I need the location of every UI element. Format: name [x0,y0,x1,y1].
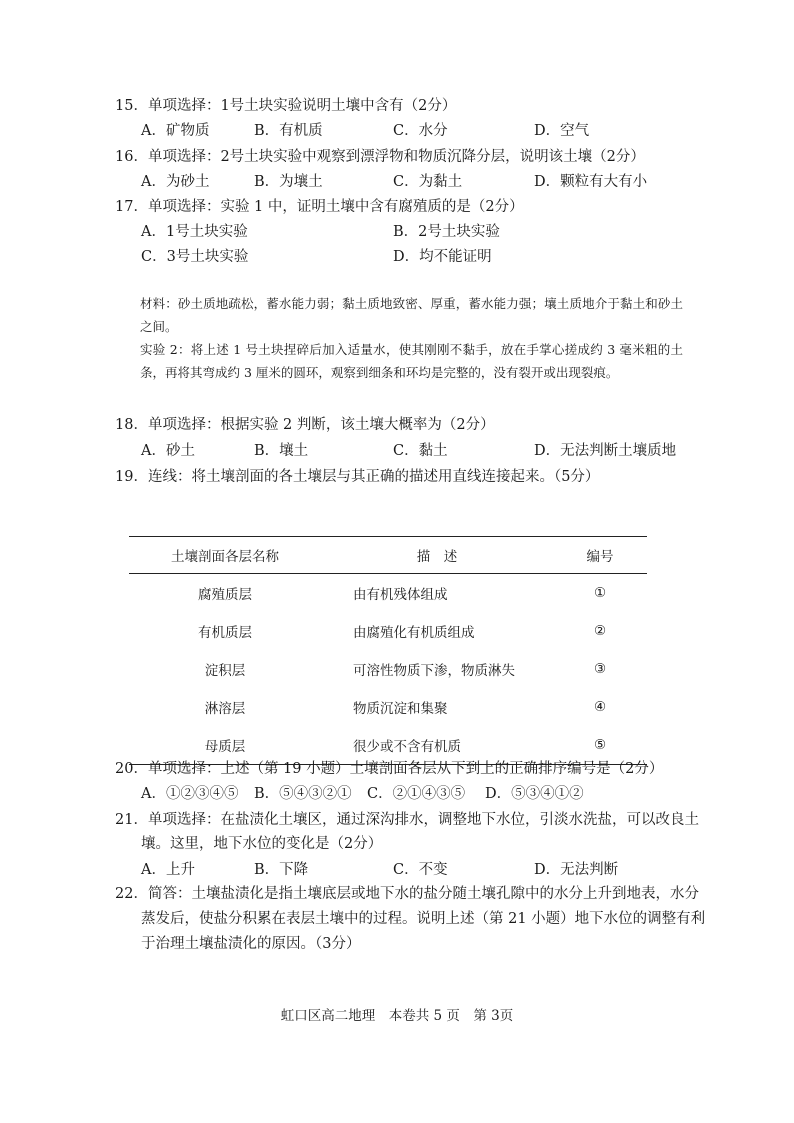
q21-option-d: D．无法判断 [534,862,619,878]
layer-description: 由有机残体组成 [353,587,448,603]
table-row [129,612,647,650]
q18-option-c: C．黏土 [393,443,448,459]
q16-option-b: B．为壤土 [254,174,323,190]
q22-stem-line3: 于治理土壤盐渍化的原因。（3分） [141,936,361,952]
layer-description: 物质沉淀和集聚 [353,701,448,717]
layer-number: ④ [593,699,607,715]
q16-option-d: D．颗粒有大有小 [534,174,648,190]
header-description: 描 述 [321,537,553,574]
q17-option-c: C．3号土块实验 [141,249,249,265]
q18-option-a: A．砂土 [141,443,195,459]
layer-name: 母质层 [129,726,321,765]
experiment-2-paragraph: 实验 2：将上述 1 号土块捏碎后加入适量水，使其刚刚不黏手，放在手掌心搓成约 3 毫米粗的土条，再将其弯成约 3 厘米的圆环，观察到细条和环均是完整的，没有裂开或出现裂痕。 [140,342,683,380]
table-row [129,574,647,613]
header-number: 编号 [553,537,647,574]
q15-option-d: D．空气 [534,123,590,139]
q18-option-b: B．壤土 [254,443,309,459]
material-paragraph: 材料：砂土质地疏松，蓄水能力弱；黏土质地致密、厚重，蓄水能力强；壤土质地介于黏土和砂土之间。 [140,296,683,334]
q21-option-c: C．不变 [393,862,448,878]
q16-stem: 16．单项选择：2号土块实验中观察到漂浮物和物质沉降分层，说明该土壤（2分） [115,149,645,165]
q18-stem: 18．单项选择：根据实验 2 判断，该土壤大概率为（2分） [115,417,495,433]
layer-description: 很少或不含有机质 [321,726,553,765]
header-layer-name: 土壤剖面各层名称 [129,537,321,574]
q18-option-d: D．无法判断土壤质地 [534,443,677,459]
q21-option-b: B．下降 [254,862,309,878]
q15-option-a: A．矿物质 [141,123,210,139]
q16-option-c: C．为黏土 [393,174,463,190]
q17-option-d: D．均不能证明 [393,249,492,265]
q22-stem-line2: 蒸发后，使盐分积累在表层土壤中的过程。说明上述（第 21 小题）地下水位的调整有利 [141,911,706,927]
table-row [129,688,647,726]
material-block [120,292,683,384]
q17-stem: 17．单项选择：实验 1 中，证明土壤中含有腐殖质的是（2分） [115,199,524,215]
table-header-row [129,537,647,574]
q16-option-a: A．为砂土 [141,174,210,190]
q17-option-a: A．1号土块实验 [141,224,248,240]
soil-profile-table [129,536,647,765]
q21-option-a: A．上升 [141,862,195,878]
layer-number: ⑤ [553,726,647,765]
layer-number: ② [593,623,607,639]
layer-name: 淋溶层 [204,701,246,717]
q20-option-b: B．⑤④③②① [254,786,352,802]
page-footer: 虹口区高二地理 本卷共 5 页 第 3页 [280,1008,514,1024]
q15-option-b: B．有机质 [254,123,323,139]
q15-option-c: C．水分 [393,123,448,139]
q21-stem-line2: 壤。这里，地下水位的变化是（2分） [141,836,383,852]
q20-stem: 20．单项选择：上述（第 19 小题）土壤剖面各层从下到上的正确排序编号是（2分） [115,761,664,777]
q20-option-a: A．①②③④⑤ [141,786,239,802]
q19-stem: 19．连线：将土壤剖面的各土壤层与其正确的描述用直线连接起来。（5分） [115,469,600,485]
table-row [129,650,647,688]
layer-number: ① [593,585,607,601]
layer-name: 腐殖质层 [198,587,252,603]
q20-option-c: C．②①④③⑤ [367,786,466,802]
q17-option-b: B．2号土块实验 [393,224,500,240]
q15-stem: 15．单项选择：1号土块实验说明土壤中含有（2分） [115,98,457,114]
q22-stem-line1: 22．简答：土壤盐渍化是指土壤底层或地下水的盐分随土壤孔隙中的水分上升到地表，水分 [115,886,699,902]
layer-description: 由腐殖化有机质组成 [353,625,475,641]
layer-name: 淀积层 [204,663,246,679]
q20-option-d: D．⑤③④①② [485,786,584,802]
layer-number: ③ [593,661,607,677]
q21-stem-line1: 21．单项选择：在盐渍化土壤区，通过深沟排水，调整地下水位，引淡水洗盐，可以改良土 [115,812,699,828]
layer-description: 可溶性物质下渗，物质淋失 [353,663,515,679]
layer-name: 有机质层 [198,625,252,641]
